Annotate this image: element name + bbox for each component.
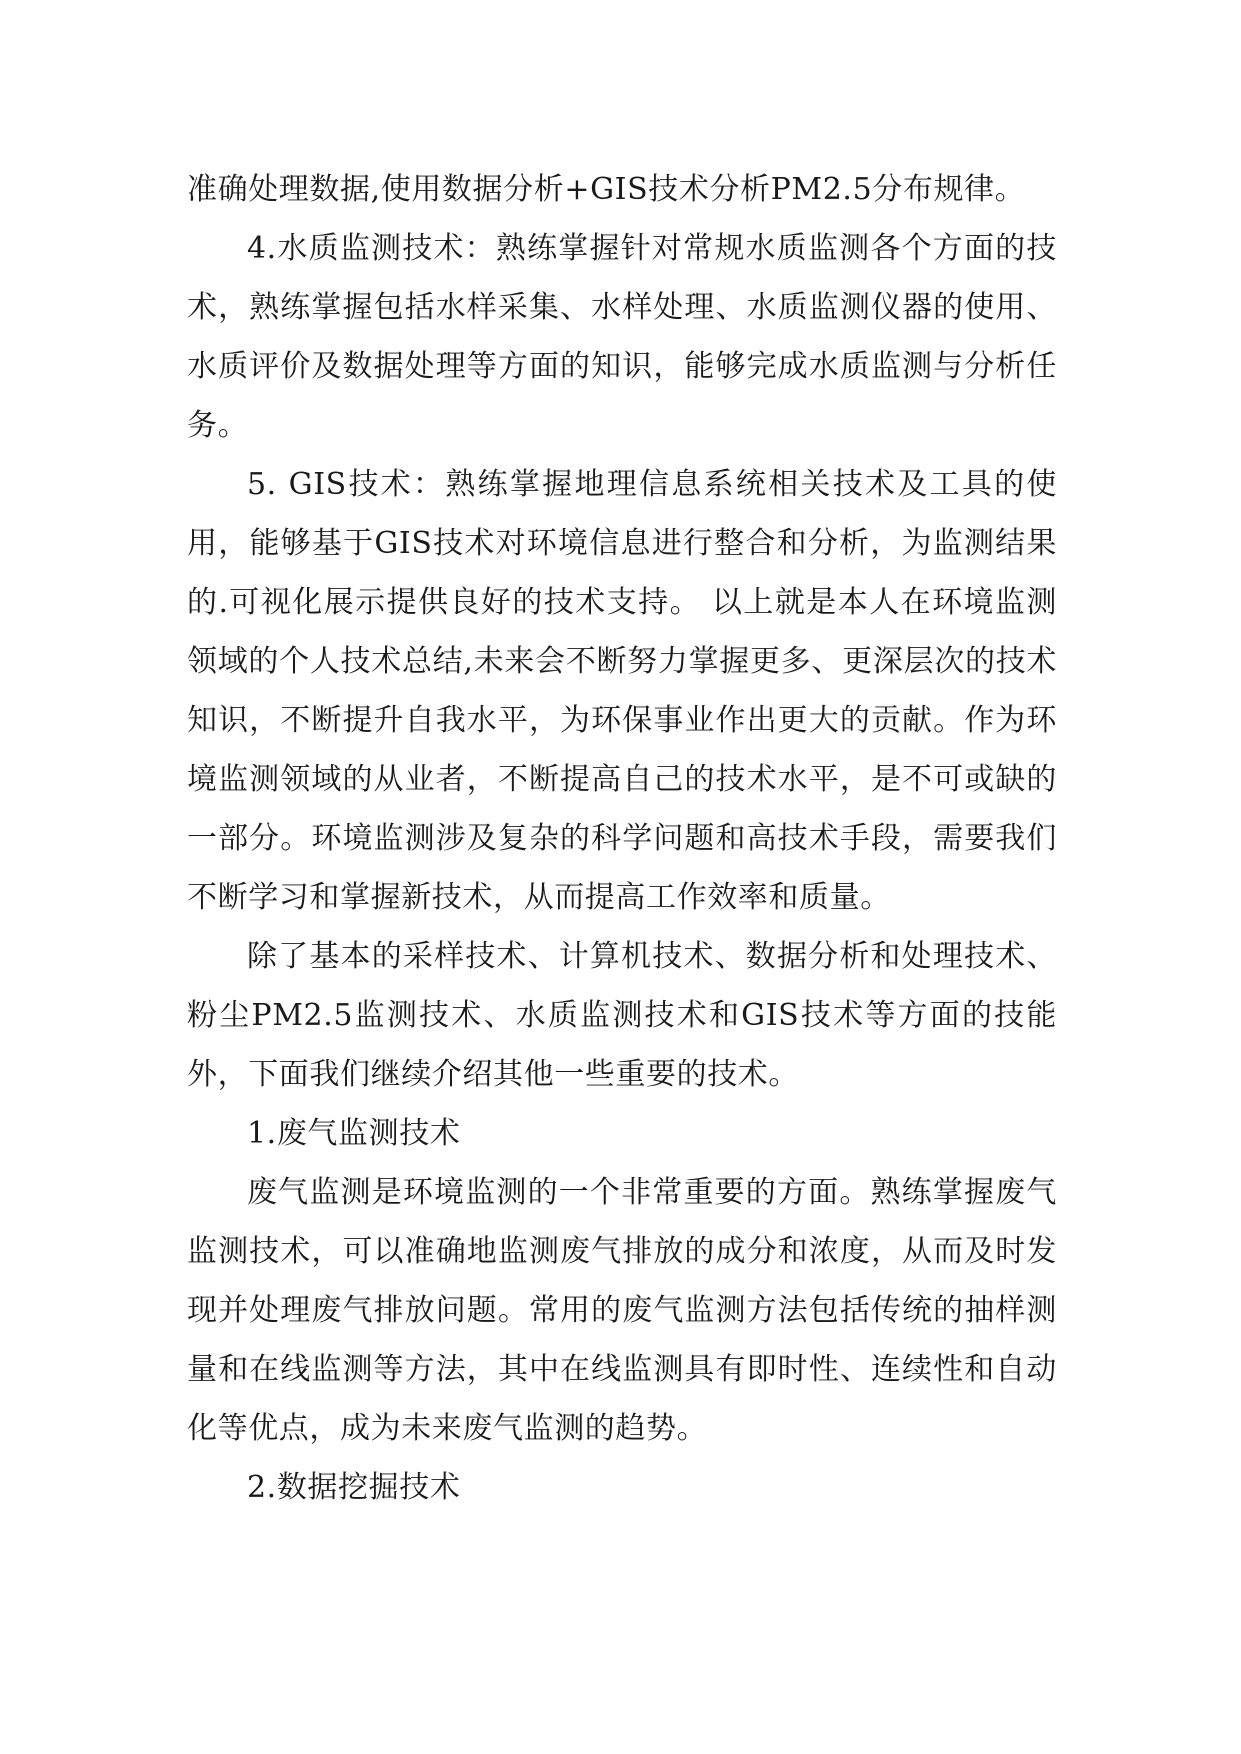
paragraph-exhaust-gas: 废气监测是环境监测的一个非常重要的方面。熟练掌握废气监测技术，可以准确地监测废气排放的成分和浓度，从而及时发现并处理废气排放问题。常用的废气监测方法包括传统的抽样测量和在线监测等方法，其中在线监测具有即时性、连续性和自动化等优点，成为未来废气监测的趋势。 — [187, 1175, 1057, 1446]
paragraph-other-techniques: 除了基本的采样技术、计算机技术、数据分析和处理技术、粉尘PM2.5监测技术、水质监测技术和GIS技术等方面的技能外，下面我们继续介绍其他一些重要的技术。 — [187, 939, 1057, 1092]
paragraph-water-quality: 4.水质监测技术：熟练掌握针对常规水质监测各个方面的技术，熟练掌握包括水样采集、水样处理、水质监测仪器的使用、水质评价及数据处理等方面的知识，能够完成水质监测与分析任务。 — [187, 231, 1057, 443]
paragraph-pm25-continuation: 准确处理数据,使用数据分析+GIS技术分析PM2.5分布规律。 — [187, 172, 1026, 207]
document-body — [187, 160, 1057, 1517]
paragraph-gis-summary: 5. GIS技术：熟练掌握地理信息系统相关技术及工具的使用，能够基于GIS技术对环境信息进行整合和分析，为监测结果的.可视化展示提供良好的技术支持。 以上就是本人在环境监测领域的个人技术总结,未来会不断努力掌握更多、更深层次的技术知识，不断提升自我水平，为环保事业作出更大的贡献。作为环境监测领域的从业者，不断提高自己的技术水平，是不可或缺的一部分。环境监测涉及复杂的科学问题和高技术手段，需要我们不断学习和掌握新技术，从而提高工作效率和质量。 — [187, 467, 1057, 915]
heading-exhaust-gas-monitoring: 1.废气监测技术 — [247, 1116, 461, 1151]
heading-data-mining: 2.数据挖掘技术 — [247, 1470, 461, 1505]
